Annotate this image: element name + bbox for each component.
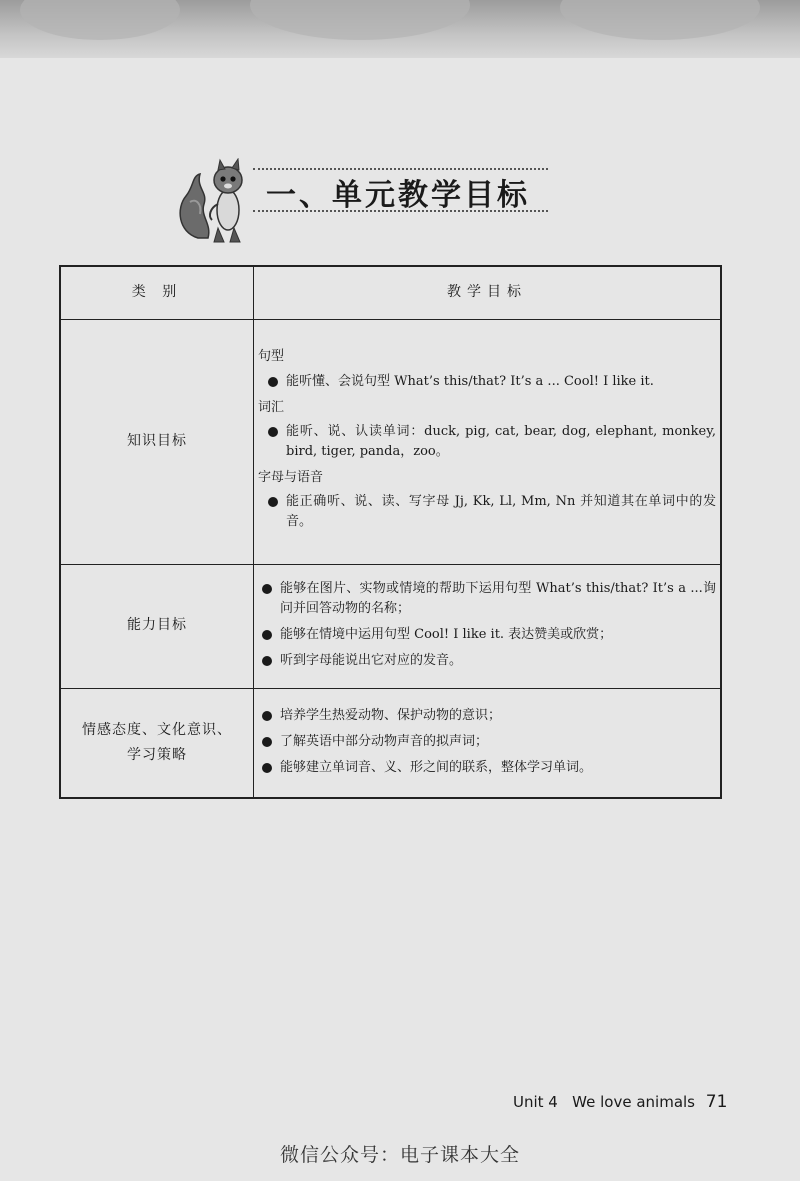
subtitle-vocabulary: 词汇 — [258, 399, 285, 415]
section-heading — [178, 158, 558, 248]
bullet-icon — [262, 584, 272, 594]
bullet-icon — [268, 497, 278, 507]
bullet-icon — [262, 737, 272, 747]
footer-unit-title: We love animals — [572, 1093, 695, 1111]
row-category: 能力目标 — [60, 565, 254, 689]
row-category: 知识目标 — [60, 320, 254, 565]
list-item: 能正确听、说、读、写字母 Jj, Kk, Ll, Mm, Nn 并知道其在单词中的发音。 — [258, 492, 716, 532]
footer-unit: Unit 4 — [513, 1093, 558, 1111]
table-header-row — [60, 266, 721, 320]
list-item: 能听懂、会说句型 What’s this/that? It’s a ... Cool! I like it. — [258, 372, 716, 392]
page-title: 一、单元教学目标 — [266, 178, 530, 213]
bullet-icon — [268, 377, 278, 387]
list-item: 培养学生热爱动物、保护动物的意识； — [258, 706, 716, 726]
header-category: 类 别 — [60, 266, 254, 320]
squirrel-mascot-icon — [178, 158, 250, 244]
subtitle-letters-sounds: 字母与语音 — [258, 470, 324, 486]
title-bottom-rule — [253, 210, 548, 212]
header-decoration — [0, 0, 800, 58]
table-row — [60, 688, 721, 798]
table-row — [60, 320, 721, 565]
bullet-icon — [262, 630, 272, 640]
row-goals — [254, 320, 722, 565]
bullet-icon — [268, 427, 278, 437]
table-row — [60, 565, 721, 689]
row-category: 情感态度、文化意识、学习策略 — [60, 688, 254, 798]
row-goals — [254, 688, 722, 798]
list-item: 听到字母能说出它对应的发音。 — [258, 651, 716, 671]
subtitle-sentence-patterns: 句型 — [258, 349, 285, 365]
bullet-icon — [262, 711, 272, 721]
bullet-icon — [262, 656, 272, 666]
page-footer — [513, 1092, 727, 1112]
list-item: 能够在图片、实物或情境的帮助下运用句型 What’s this/that? It’s a ...询问并回答动物的名称； — [258, 579, 716, 619]
bullet-icon — [262, 763, 272, 773]
row-goals — [254, 565, 722, 689]
header-goals: 教学目标 — [254, 266, 722, 320]
teaching-goals-table — [59, 265, 722, 799]
list-item: 能够在情境中运用句型 Cool! I like it. 表达赞美或欣赏； — [258, 625, 716, 645]
watermark: 微信公众号：电子课本大全 — [279, 1144, 520, 1166]
list-item: 了解英语中部分动物声音的拟声词； — [258, 732, 716, 752]
list-item: 能听、说、认读单词：duck, pig, cat, bear, dog, elephant, monkey, bird, tiger, panda，zoo。 — [258, 422, 716, 462]
list-item: 能够建立单词音、义、形之间的联系，整体学习单词。 — [258, 758, 716, 778]
page-number: 71 — [705, 1092, 728, 1112]
